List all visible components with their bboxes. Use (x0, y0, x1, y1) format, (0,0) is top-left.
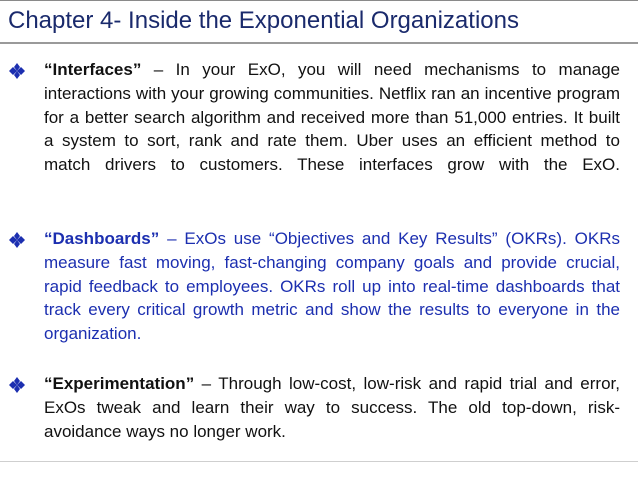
title-bar (0, 0, 638, 43)
slide-title: Chapter 4- Inside the Exponential Organizations (8, 7, 519, 34)
bullet-body: – ExOs use “Objectives and Key Results” (OKRs). OKRs measure fast moving, fast-changing company goals and provide crucial, rapid feedback to employees. OKRs roll up into real-time dashboards that track every critical growth metric and show the results to everyone in the organization. (44, 229, 620, 344)
bullet-text (44, 372, 620, 443)
title-divider (0, 42, 638, 44)
bullet-text (44, 227, 620, 346)
bullet-body: – In your ExO, you will need mechanisms to manage interactions with your growing communities. Netflix ran an incentive program for a better search algorithm and received more than 51,000 entries. It built a system to sort, rank and rate them. Uber uses an efficient method to match drivers to customers. These interfaces grow with the ExO. (44, 60, 620, 175)
diamond-bullet-icon (8, 376, 26, 394)
bottom-divider (0, 461, 638, 462)
bullet-body: – Through low-cost, low-risk and rapid trial and error, ExOs tweak and learn their way to success. The old top-down, risk-avoidance ways no longer work. (44, 374, 620, 441)
bullet-heading: “Interfaces” (44, 60, 142, 79)
diamond-bullet-icon (8, 231, 26, 249)
diamond-bullet-icon (8, 62, 26, 80)
bullet-heading: “Dashboards” (44, 229, 160, 248)
bullet-text (44, 58, 620, 177)
bullet-heading: “Experimentation” (44, 374, 195, 393)
